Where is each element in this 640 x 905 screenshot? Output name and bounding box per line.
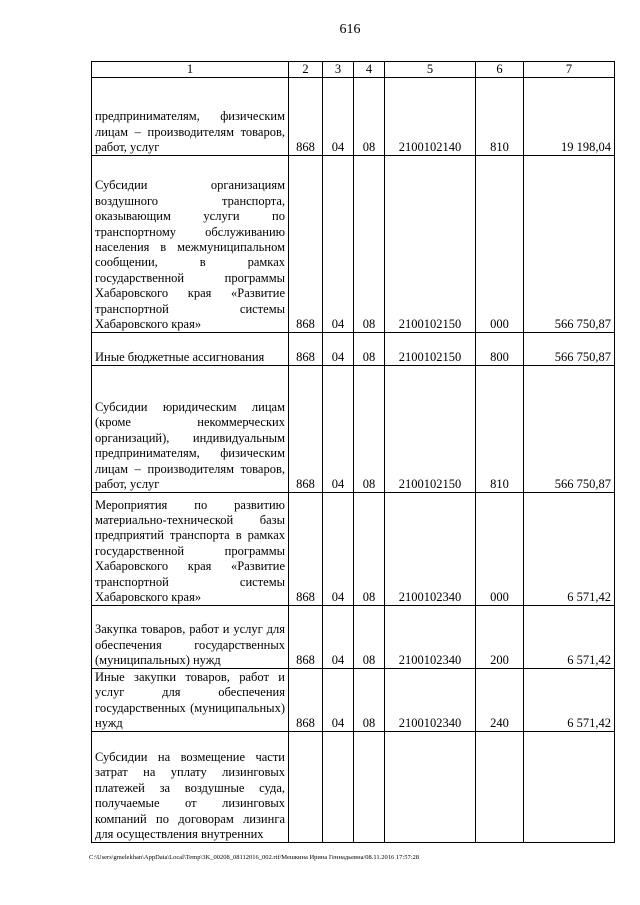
cell-amount: 19 198,04 [524,78,615,156]
cell-vr: 810 [476,366,524,493]
page-number: 616 [339,22,361,37]
cell-glav: 868 [289,366,323,493]
row-name: Мероприятия по развитию материально-технической базы предприятий транспорта в рамках государственной программы Хабаровского края «Развитие транспортной системы Хабаровского края» [92,493,289,606]
cell-pr: 08 [354,366,385,493]
cell-amount: 6 571,42 [524,606,615,669]
table-row [92,493,615,606]
column-header: 2 [289,62,323,78]
row-name: Субсидии юридическим лицам (кроме некоммерческих организаций), индивидуальным предпринимателям, физическим лицам – производителям товаров, работ, услуг [92,366,289,493]
cell-vr: 000 [476,156,524,333]
cell-rz [323,732,354,843]
cell-pr: 08 [354,78,385,156]
table-row [92,156,615,333]
cell-pr: 08 [354,156,385,333]
row-name: Закупка товаров, работ и услуг для обеспечения государственных (муниципальных) нужд [92,606,289,669]
cell-glav: 868 [289,333,323,366]
table-row [92,366,615,493]
cell-amount: 6 571,42 [524,669,615,732]
cell-amount: 566 750,87 [524,333,615,366]
cell-csr [385,732,476,843]
cell-pr [354,732,385,843]
row-name: Иные бюджетные ассигнования [92,333,289,366]
cell-rz: 04 [323,606,354,669]
cell-rz: 04 [323,78,354,156]
cell-vr: 200 [476,606,524,669]
cell-csr: 2100102150 [385,333,476,366]
cell-vr: 800 [476,333,524,366]
column-header: 1 [92,62,289,78]
column-header: 6 [476,62,524,78]
table-row [92,732,615,843]
cell-glav: 868 [289,156,323,333]
cell-csr: 2100102340 [385,493,476,606]
cell-csr: 2100102150 [385,366,476,493]
table-row [92,669,615,732]
cell-vr: 810 [476,78,524,156]
cell-glav: 868 [289,606,323,669]
cell-csr: 2100102340 [385,669,476,732]
cell-pr: 08 [354,669,385,732]
row-name: Субсидии на возмещение части затрат на уплату лизинговых платежей за воздушные суда, получаемые от лизинговых компаний по договорам лизинга для осуществления внутренних [92,732,289,843]
cell-glav [289,732,323,843]
cell-amount: 566 750,87 [524,366,615,493]
table-row [92,78,615,156]
cell-amount [524,732,615,843]
cell-rz: 04 [323,156,354,333]
column-header: 3 [323,62,354,78]
cell-csr: 2100102340 [385,606,476,669]
cell-pr: 08 [354,493,385,606]
cell-amount: 566 750,87 [524,156,615,333]
column-header: 5 [385,62,476,78]
cell-csr: 2100102150 [385,156,476,333]
cell-rz: 04 [323,669,354,732]
row-name: предпринимателям, физическим лицам – производителям товаров, работ, услуг [92,78,289,156]
table-row [92,333,615,366]
table-header-row [92,62,615,78]
cell-rz: 04 [323,366,354,493]
cell-vr: 240 [476,669,524,732]
cell-vr [476,732,524,843]
cell-vr: 000 [476,493,524,606]
column-header: 4 [354,62,385,78]
column-header: 7 [524,62,615,78]
cell-rz: 04 [323,333,354,366]
cell-glav: 868 [289,493,323,606]
cell-amount: 6 571,42 [524,493,615,606]
cell-glav: 868 [289,669,323,732]
row-name: Субсидии организациям воздушного транспорта, оказывающим услуги по транспортному обслуживанию населения в межмуниципальном сообщении, в рамках государственной программы Хабаровского края «Развитие транспортной системы Хабаровского края» [92,156,289,333]
budget-table [91,61,615,843]
file-path-footer: C:\Users\gmelekhan\AppData\Local\Temp\3K_00208_08112016_002.rtf/Мешкина Ирина Геннадьевна/08.11.2016 17:57:28 [89,854,420,861]
row-name: Иные закупки товаров, работ и услуг для обеспечения государственных (муниципальных) нужд [92,669,289,732]
cell-csr: 2100102140 [385,78,476,156]
table-row [92,606,615,669]
cell-pr: 08 [354,333,385,366]
cell-rz: 04 [323,493,354,606]
cell-pr: 08 [354,606,385,669]
cell-glav: 868 [289,78,323,156]
